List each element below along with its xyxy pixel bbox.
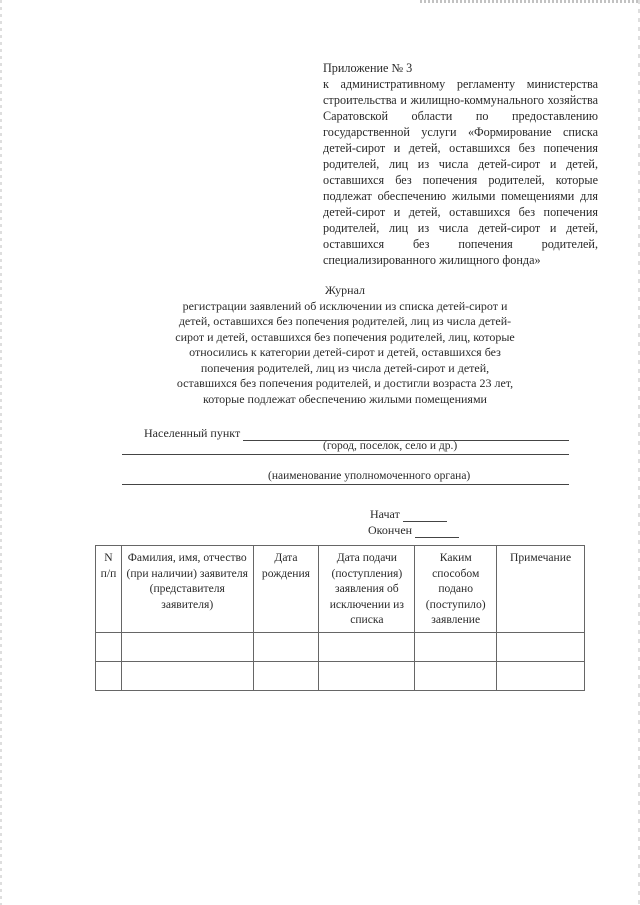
table-cell bbox=[415, 633, 497, 662]
table-cell bbox=[253, 662, 319, 691]
scan-edge-top bbox=[420, 0, 640, 3]
scan-edge-left bbox=[0, 0, 2, 905]
finished-blank-line bbox=[415, 525, 459, 538]
table-cell bbox=[121, 633, 253, 662]
journal-dates bbox=[368, 506, 459, 538]
finished-label: Окончен bbox=[368, 523, 413, 537]
settlement-hint: (город, поселок, село и др.) bbox=[323, 440, 458, 452]
header-submission-date: Дата подачи (поступления) заявления об исключении из списка bbox=[319, 546, 415, 633]
journal-title-block bbox=[175, 283, 515, 407]
table-cell bbox=[497, 662, 585, 691]
table-cell bbox=[319, 633, 415, 662]
table-cell bbox=[253, 633, 319, 662]
authority-hint: (наименование уполномоченного органа) bbox=[268, 470, 471, 482]
table-cell bbox=[96, 662, 122, 691]
started-blank-line bbox=[403, 509, 447, 522]
appendix-text: к административному регламенту министерства строительства и жилищно-коммунального хозяйства Саратовской области по предоставлению государственной услуги «Формирование списка детей-сирот и детей, оставшихся без попечения родителей, лиц из числа детей-сирот и детей, оставшихся без попечения родителей, которые подлежат обеспечению жилыми помещениями для детей-сирот и детей, оставшихся без попечения родителей, лиц из числа детей-сирот и детей, оставшихся без попечения родителей, специализированного жилищного фонда» bbox=[323, 77, 598, 267]
table-row bbox=[96, 633, 585, 662]
appendix-block bbox=[323, 60, 598, 268]
settlement-label: Населенный пункт bbox=[144, 426, 241, 440]
header-submission-method: Каким способом подано (поступило) заявление bbox=[415, 546, 497, 633]
header-full-name: Фамилия, имя, отчество (при наличии) заявителя (представителя заявителя) bbox=[121, 546, 253, 633]
header-note: Примечание bbox=[497, 546, 585, 633]
table-cell bbox=[415, 662, 497, 691]
table-cell bbox=[497, 633, 585, 662]
header-number: N п/п bbox=[96, 546, 122, 633]
started-label: Начат bbox=[370, 507, 400, 521]
settlement-field bbox=[144, 426, 569, 441]
table-cell bbox=[96, 633, 122, 662]
table-row bbox=[96, 662, 585, 691]
authority-blank-line bbox=[122, 454, 569, 455]
journal-heading: Журнал bbox=[324, 283, 365, 297]
table-header-row bbox=[96, 546, 585, 633]
table-cell bbox=[319, 662, 415, 691]
header-birth-date: Дата рождения bbox=[253, 546, 319, 633]
appendix-title: Приложение № 3 bbox=[323, 61, 413, 75]
table-cell bbox=[121, 662, 253, 691]
started-field bbox=[368, 506, 459, 522]
journal-description: регистрации заявлений об исключении из списка детей-сирот и детей, оставшихся без попечения родителей, лиц из числа детей-сирот и детей, оставшихся без попечения родителей, лиц, которые относились к категории детей-сирот и детей, оставшихся без попечения родителей, лиц из числа детей-сирот и детей, оставшихся без попечения родителей, и достигли возраста 23 лет, которые подлежат обеспечению жилыми помещениями bbox=[175, 298, 515, 406]
extra-blank-line bbox=[122, 484, 569, 485]
finished-field bbox=[368, 522, 459, 538]
registration-table bbox=[95, 545, 585, 691]
